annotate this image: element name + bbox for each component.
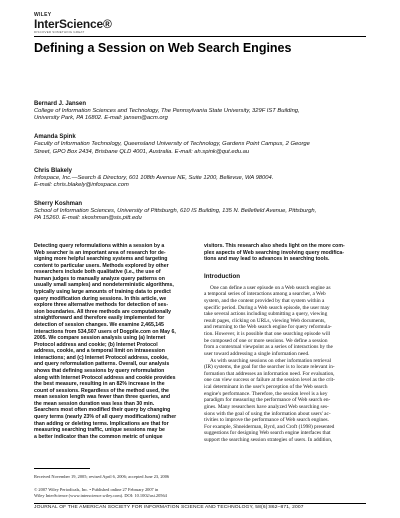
author-affiliation-line: E-mail: chris.blakely@infospace.com xyxy=(34,182,129,189)
logo-wiley-text: WILEY xyxy=(34,12,52,18)
header-rule xyxy=(34,36,366,37)
author-list xyxy=(34,101,366,234)
left-column xyxy=(34,243,196,440)
author-affiliation-line: School of Information Sciences, University of Pittsburgh, 610 IS Building, 135 N. Bellefield Avenue, Pittsburgh, xyxy=(34,207,317,214)
logo-tagline: DISCOVER SOMETHING GREAT xyxy=(34,30,85,34)
author-affiliation-line: Infospace, Inc.—Search & Directory, 601 108th Avenue NE, Suite 1200, Bellevue, WA 98004. xyxy=(34,174,274,181)
abstract-continued: visitors. This research also sheds light on the more com- plex aspects of Web searching involving query modifica- tions and may lead to advances in searching tools. xyxy=(204,243,345,263)
intro-paragraph: As with searching sessions on other information retrieval (IR) systems, the goal for the searcher is to locate relevant in- formation that addresses an information need. For evaluation, one can view success or failure at the session level as the crit- ical determinant in the user's perception of the Web search engine's performance. Therefore, the session level is a key paradigm for measuring the performance of Web search en- gines. Many researchers have analyzed Web searching ses- sions with the goal of using the information about users' ac- tivities to improve the performance of Web search engines. For example, Shneiderman, Byrd, and Croft (1998) presented suggestions for designing Web search engine interfaces that support the searching session strategies of users. In addition, xyxy=(204,357,335,444)
publisher-logo xyxy=(34,12,114,34)
section-heading-introduction: Introduction xyxy=(204,272,241,280)
author-affiliation-line: University Park, PA 16802. E-mail: jansen@acm.org xyxy=(34,115,168,122)
author-name: Chris Blakely xyxy=(34,167,73,174)
footer-rule xyxy=(34,503,366,504)
author-block xyxy=(34,168,366,190)
author-affiliation-line: Street, GPO Box 2434, Brisbane QLD 4001, Australia. E-mail: ah.spink@qut.edu.au xyxy=(34,148,250,155)
footnote-copyright: © 2007 Wiley Periodicals, Inc. • Published online 27 February 2007 in Wiley InterScience (www.interscience.wiley.com). DOI: 10.1002/asi.20564 xyxy=(34,487,167,498)
article-title: Defining a Session on Web Search Engines xyxy=(34,41,292,55)
author-name: Bernard J. Jansen xyxy=(34,101,87,107)
footnote-received: Received November 19, 2005; revised April 6, 2006; accepted June 23, 2006 xyxy=(34,474,170,479)
author-block xyxy=(34,101,366,123)
abstract: Detecting query reformulations within a session by a Web searcher is an important area of research for de- signing more helpful searching systems and targeting content to particular users. Methods explored by other researchers include both qualitative (i.e., the use of human judges to manually analyze query patterns on usually small samples) and nondeterministic algorithms, typically using large amounts of training data to predict query modification during sessions. In this article, we explore three alternative methods for detection of ses- sion boundaries. All three methods are computationally straightforward and therefore easily implemented for detection of session changes. We examine 2,465,145 interactions from 534,507 users of Dogpile.com on May 6, 2005. We compare session analysis using (a) Internet Protocol address and cookie; (b) Internet Protocol address, cookie, and a temporal limit on intrasession interactions; and (c) Internet Protocol address, cookie, and query reformulation patterns. Overall, our analysis shows that defining sessions by query reformulation along with Internet Protocol address and cookie provides the best measure, resulting in an 82% increase in the count of sessions. Regardless of the method used, the mean session length was fewer than three queries, and the mean session duration was less than 30 min. Searchers most often modified their query by changing query terms (nearly 23% of all query modifications) rather than adding or deleting terms. Implications are that for measuring searching traffic, unique sessions may be a better indicator than the common metric of unique xyxy=(34,243,177,440)
footnote-rule xyxy=(34,468,90,469)
author-block xyxy=(34,134,366,156)
intro-paragraph: One can define a user episode on a Web search engine as a temporal series of interactions among a searcher, a Web system, and the content provided by that system within a specific period. During a Web search episode, the user may take several actions including submitting a query, viewing result pages, clicking on URLs, viewing Web documents, and returning to the Web search engine for query reformula- tion. However, it is possible that one searching episode will be composed of one or more sessions. We define a session from a contextual viewpoint as a series of interactions by the user toward addressing a single information need. xyxy=(204,284,333,357)
author-affiliation-line: Faculty of Information Technology, Queensland University of Technology, Gardens Point Campus, 2 George xyxy=(34,141,310,148)
author-name: Sherry Koshman xyxy=(34,200,83,207)
right-column xyxy=(204,243,366,444)
journal-citation: JOURNAL OF THE AMERICAN SOCIETY FOR INFORMATION SCIENCE AND TECHNOLOGY, 58(6):862–871, 2007 xyxy=(34,505,304,510)
logo-interscience-text: InterScience® xyxy=(34,17,112,31)
author-name: Amanda Spink xyxy=(34,134,76,141)
author-affiliation-line: College of Information Sciences and Technology, The Pennsylvania State University, 329F IST Building, xyxy=(34,108,300,114)
author-affiliation-line: PA 15260. E-mail: skoshman@sis.pitt.edu xyxy=(34,215,142,222)
author-block xyxy=(34,201,366,223)
